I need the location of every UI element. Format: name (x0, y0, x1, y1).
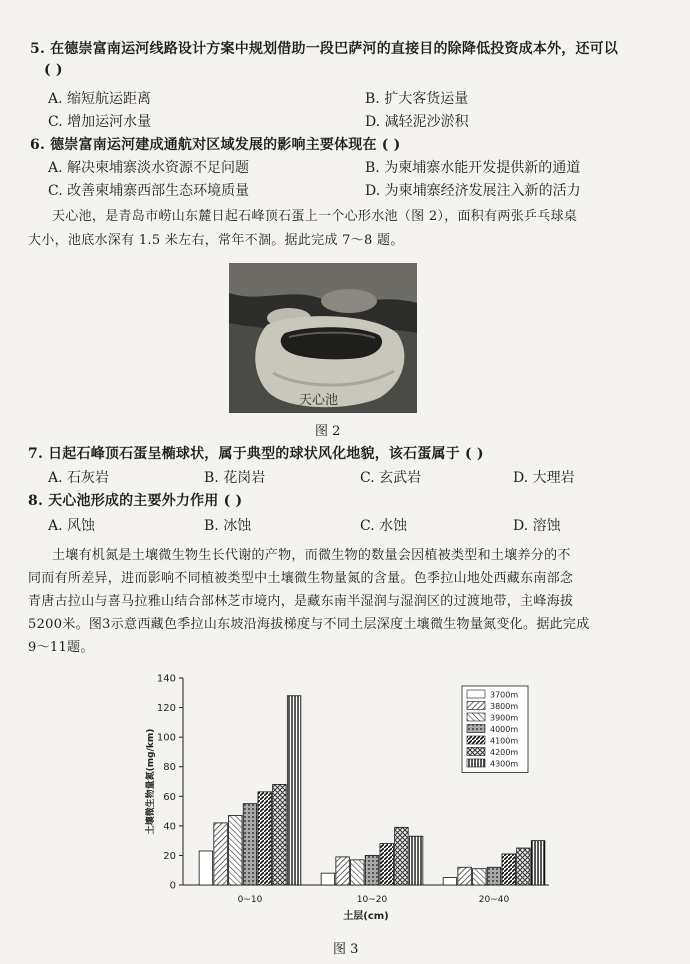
question-8-option-a: A. 风蚀 (48, 518, 96, 534)
question-7-option-d: D. 大理岩 (513, 470, 575, 486)
bar-3700m-10~20 (321, 873, 335, 885)
question-6-option-b: B. 为柬埔寨水能开发提供新的通道 (365, 160, 581, 176)
y-tick-label: 60 (163, 791, 176, 803)
question-8-stem: 8. 天心池形成的主要外力作用 ( ) (28, 493, 243, 509)
bar-4100m-20~40 (502, 854, 516, 885)
bar-4100m-0~10 (258, 792, 272, 885)
question-7-option-a: A. 石灰岩 (48, 470, 110, 486)
passage-2-line-4: 5200米。图3示意西藏色季拉山东坡沿海拔梯度与不同土层深度土壤微生物量氮变化。据此完成 (28, 617, 590, 632)
y-axis-label: 土壤微生物量氮(mg/km) (146, 728, 156, 835)
question-5-stem: 5. 在德崇富南运河线路设计方案中规划借助一段巴萨河的直接目的除降低投资成本外，还可以 (30, 41, 619, 57)
bar-3700m-20~40 (443, 878, 457, 885)
question-6-option-a: A. 解决柬埔寨淡水资源不足问题 (48, 160, 250, 176)
question-7-option-c: C. 玄武岩 (360, 470, 422, 486)
passage-2-line-5: 9～11题。 (28, 640, 94, 655)
legend-label-3700m: 3700m (490, 690, 519, 700)
bar-4000m-10~20 (365, 855, 379, 885)
y-tick-label: 20 (163, 850, 176, 862)
legend-label-4100m: 4100m (490, 736, 519, 746)
y-tick-label: 0 (169, 880, 176, 892)
legend-label-3800m: 3800m (490, 702, 519, 711)
bar-4300m-10~20 (409, 836, 423, 885)
y-tick-label: 100 (156, 732, 176, 744)
x-tick-label: 10~20 (356, 895, 388, 905)
y-tick-label: 140 (156, 673, 176, 685)
legend-label-4000m: 4000m (490, 725, 519, 734)
passage-1-line-2: 大小，池底水深有 1.5 米左右，常年不涸。据此完成 7～8 题。 (28, 233, 404, 248)
bar-4300m-20~40 (531, 841, 545, 885)
bar-3900m-10~20 (351, 860, 365, 885)
question-7-option-b: B. 花岗岩 (204, 470, 266, 486)
passage-1-line-1: 天心池，是青岛市崂山东麓日起石峰顶石蛋上一个心形水池（图 2），面积有两张乒乓球桌 (52, 209, 578, 224)
bar-4000m-0~10 (243, 804, 257, 885)
question-6-option-d: D. 为柬埔寨经济发展注入新的活力 (365, 183, 581, 199)
question-5-option-d: D. 减轻泥沙淤积 (365, 114, 469, 130)
bar-4200m-10~20 (395, 827, 409, 885)
figure-2-caption: 图 2 (315, 424, 341, 439)
bar-4100m-10~20 (380, 844, 394, 885)
legend-swatch-4000m (467, 725, 485, 733)
photo-label: 天心池 (299, 393, 339, 408)
bar-3800m-0~10 (214, 823, 228, 885)
x-axis-label: 土层(cm) (343, 911, 389, 922)
bar-3900m-20~40 (473, 869, 487, 885)
figure-3-caption: 图 3 (333, 942, 359, 957)
question-8-option-d: D. 溶蚀 (513, 518, 561, 534)
question-8-option-b: B. 冰蚀 (204, 518, 252, 534)
legend-swatch-4100m (467, 736, 485, 744)
passage-2-line-3: 青唐古拉山与喜马拉雅山结合部林芝市境内，是藏东南半湿润与湿润区的过渡地带，主峰海拔 (28, 594, 574, 609)
y-tick-label: 40 (163, 821, 176, 833)
legend-label-4300m: 4300m (490, 759, 519, 769)
legend-swatch-3700m (467, 690, 485, 698)
bar-4300m-0~10 (287, 696, 301, 885)
y-tick-label: 120 (156, 703, 176, 715)
bar-4000m-20~40 (487, 867, 501, 885)
tianxin-pool-photo (229, 263, 417, 413)
question-5-option-b: B. 扩大客货运量 (365, 91, 469, 107)
passage-2-line-1: 土壤有机氮是土壤微生物生长代谢的产物，而微生物的数量会因植被类型和土壤养分的不 (52, 548, 571, 563)
bar-3900m-0~10 (229, 816, 243, 885)
x-tick-label: 20~40 (478, 895, 510, 905)
passage-2-line-2: 同而有所差异，进而影响不同植被类型中土壤微生物量氮的含量。色季拉山地处西藏东南部念 (28, 571, 574, 586)
legend-label-4200m: 4200m (490, 748, 519, 757)
bar-4200m-20~40 (517, 848, 531, 885)
question-6-option-c: C. 改善柬埔寨西部生态环境质量 (48, 183, 250, 199)
question-7-stem: 7. 日起石峰顶石蛋呈椭球状，属于典型的球状风化地貌，该石蛋属于 ( ) (28, 446, 484, 462)
y-tick-label: 80 (163, 762, 176, 774)
legend-swatch-4300m (467, 759, 485, 767)
bar-4200m-0~10 (273, 784, 287, 885)
legend-swatch-4200m (467, 748, 485, 756)
bar-3700m-0~10 (199, 851, 213, 885)
soil-nitrogen-bar-chart (0, 660, 690, 950)
bar-3800m-20~40 (458, 867, 472, 885)
x-tick-label: 0~10 (237, 895, 263, 905)
question-6-stem: 6. 德崇富南运河建成通航对区域发展的影响主要体现在 ( ) (30, 137, 401, 153)
bar-3800m-10~20 (336, 857, 350, 885)
question-5-option-c: C. 增加运河水量 (48, 114, 152, 130)
question-8-option-c: C. 水蚀 (360, 518, 408, 534)
question-5-answer-blank: ( ) (44, 62, 63, 78)
legend-swatch-3900m (467, 713, 485, 721)
legend-label-3900m: 3900m (490, 713, 519, 723)
legend-swatch-3800m (467, 702, 485, 710)
question-5-option-a: A. 缩短航运距离 (48, 91, 152, 107)
